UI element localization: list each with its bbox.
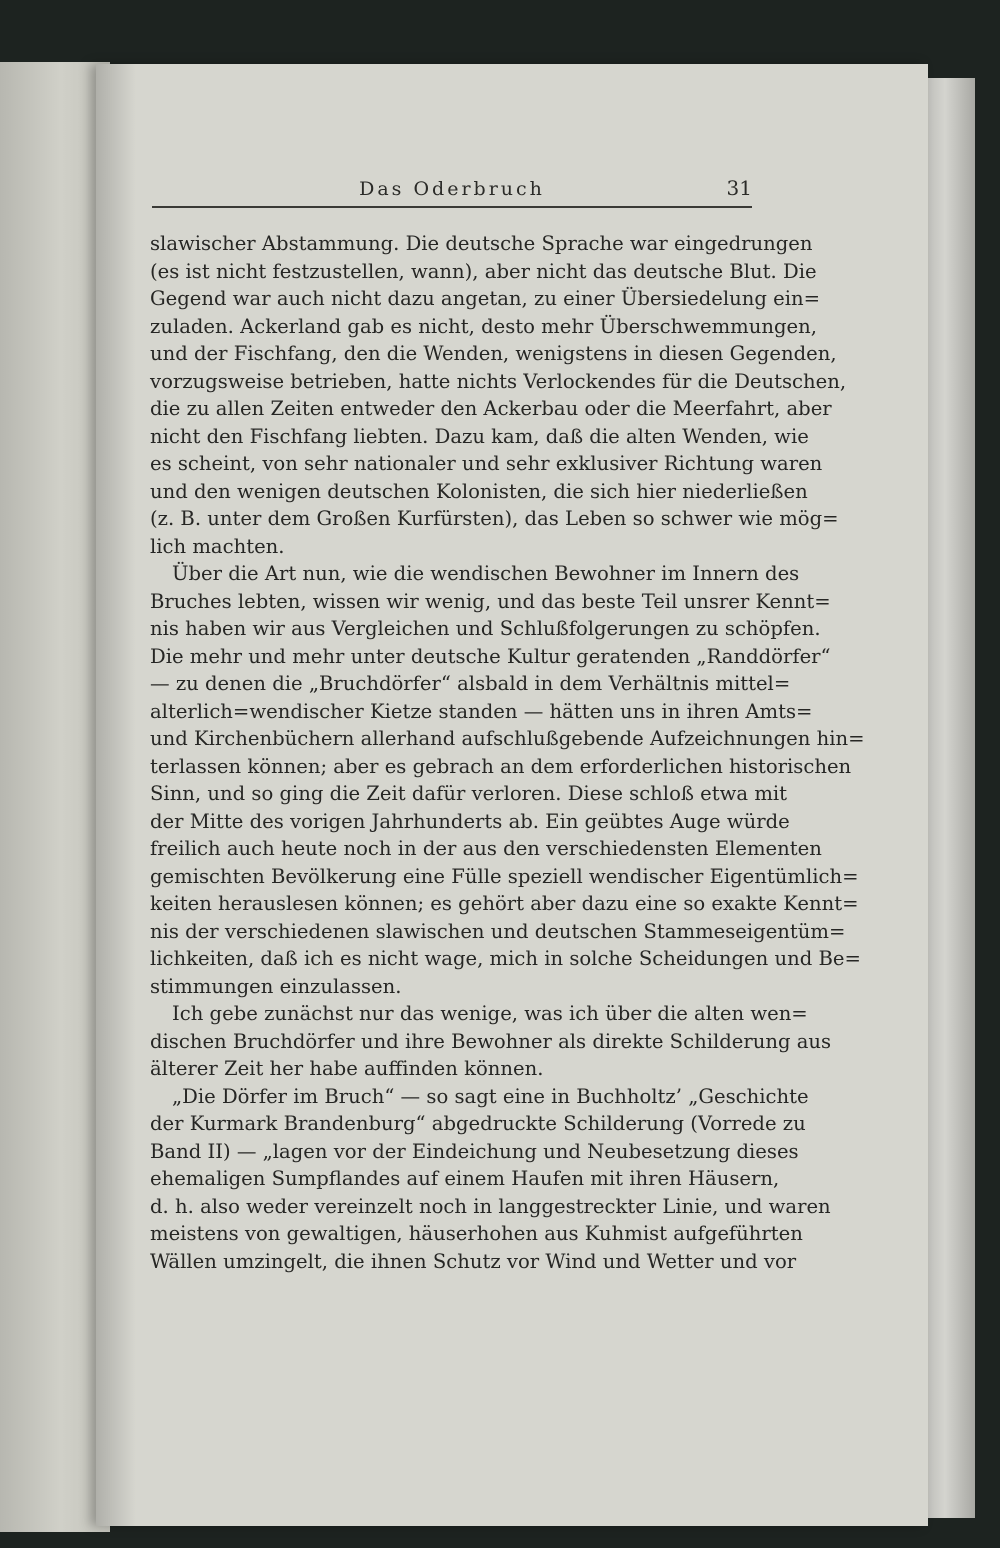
text-line: älterer Zeit her habe auffinden können.: [150, 1057, 544, 1080]
text-line: und den wenigen deutschen Kolonisten, die sich hier niederließen: [150, 479, 808, 503]
text-line: „Die Dörfer im Bruch“ — so sagt eine in Buchholtz’ „Geschichte: [172, 1084, 809, 1108]
text-line: zuladen. Ackerland gab es nicht, desto mehr Überschwemmungen,: [150, 314, 817, 338]
text-line: stimmungen einzulassen.: [150, 974, 402, 998]
text-line: vorzugsweise betrieben, hatte nichts Verlockendes für die Deutschen,: [150, 369, 847, 393]
text-line: der Kurmark Brandenburg“ abgedruckte Schilderung (Vorrede zu: [150, 1112, 806, 1135]
text-line: Band II) — „lagen vor der Eindeichung und Neubesetzung dieses: [150, 1139, 799, 1163]
text-line: nis der verschiedenen slawischen und deutschen Stammeseigentüm=: [150, 919, 846, 943]
text-line: meistens von gewaltigen, häuserhohen aus Kuhmist aufgeführten: [150, 1222, 803, 1245]
text-line: lichkeiten, daß ich es nicht wage, mich in solche Scheidungen und Be=: [150, 947, 861, 970]
text-line: Die mehr und mehr unter deutsche Kultur geratenden „Randdörfer“: [150, 644, 831, 668]
text-line: Über die Art nun, wie die wendischen Bewohner im Innern des: [172, 562, 800, 585]
text-line: Bruches lebten, wissen wir wenig, und das beste Teil unsrer Kennt=: [150, 589, 831, 613]
page-number: 31: [726, 176, 752, 200]
text-line: alterlich=wendischer Kietze standen — hätten uns in ihren Amts=: [150, 699, 813, 723]
text-line: Wällen umzingelt, die ihnen Schutz vor Wind und Wetter und vor: [150, 1249, 797, 1273]
text-line: d. h. also weder vereinzelt noch in langgestreckter Linie, und waren: [150, 1194, 831, 1218]
text-line: freilich auch heute noch in der aus den verschiedensten Elementen: [150, 837, 822, 860]
text-line: terlassen können; aber es gebrach an dem erforderlichen historischen: [150, 754, 852, 778]
text-line: Gegend war auch nicht dazu angetan, zu einer Übersiedelung ein=: [150, 287, 821, 310]
paragraph: [150, 1000, 832, 1083]
text-line: nis haben wir aus Vergleichen und Schlußfolgerungen zu schöpfen.: [150, 617, 821, 640]
text-line: — zu denen die „Bruchdörfer“ alsbald in dem Verhältnis mittel=: [150, 672, 791, 695]
book-edge: [925, 78, 975, 1518]
text-line: ehemaligen Sumpflandes auf einem Haufen mit ihren Häusern,: [150, 1167, 780, 1190]
text-line: die zu allen Zeiten entweder den Ackerbau oder die Meerfahrt, aber: [150, 397, 832, 420]
text-line: gemischten Bevölkerung eine Fülle speziell wendischer Eigentümlich=: [150, 864, 859, 888]
text-line: lich machten.: [150, 534, 285, 558]
text-line: keiten herauslesen können; es gehört aber dazu eine so exakte Kennt=: [150, 892, 859, 915]
text-line: nicht den Fischfang liebten. Dazu kam, daß die alten Wenden, wie: [150, 424, 809, 448]
text-line: dischen Bruchdörfer und ihre Bewohner als direkte Schilderung aus: [150, 1029, 832, 1053]
paragraph: [150, 560, 865, 1000]
book-page: [96, 64, 928, 1526]
paragraph: [150, 1083, 831, 1276]
text-line: Ich gebe zunächst nur das wenige, was ich über die alten wen=: [172, 1002, 808, 1025]
running-header: [152, 176, 752, 208]
left-page-edge: [0, 62, 110, 1532]
running-title: Das Oderbruch: [359, 178, 545, 200]
text-line: (z. B. unter dem Großen Kurfürsten), das Leben so schwer wie mög=: [150, 507, 839, 530]
text-line: und der Fischfang, den die Wenden, wenigstens in diesen Gegenden,: [150, 342, 837, 365]
text-line: slawischer Abstammung. Die deutsche Sprache war eingedrungen: [150, 232, 813, 255]
text-line: (es ist nicht festzustellen, wann), aber nicht das deutsche Blut. Die: [150, 259, 817, 283]
text-line: und Kirchenbüchern allerhand aufschlußgebende Aufzeichnungen hin=: [150, 727, 865, 750]
text-line: der Mitte des vorigen Jahrhunderts ab. Ein geübtes Auge würde: [150, 809, 790, 833]
gutter-shadow: [96, 64, 136, 1526]
paragraph: [150, 230, 847, 560]
text-line: Sinn, und so ging die Zeit dafür verloren. Diese schloß etwa mit: [150, 782, 788, 805]
body-text: [150, 230, 865, 1275]
text-line: es scheint, von sehr nationaler und sehr exklusiver Richtung waren: [150, 452, 823, 475]
